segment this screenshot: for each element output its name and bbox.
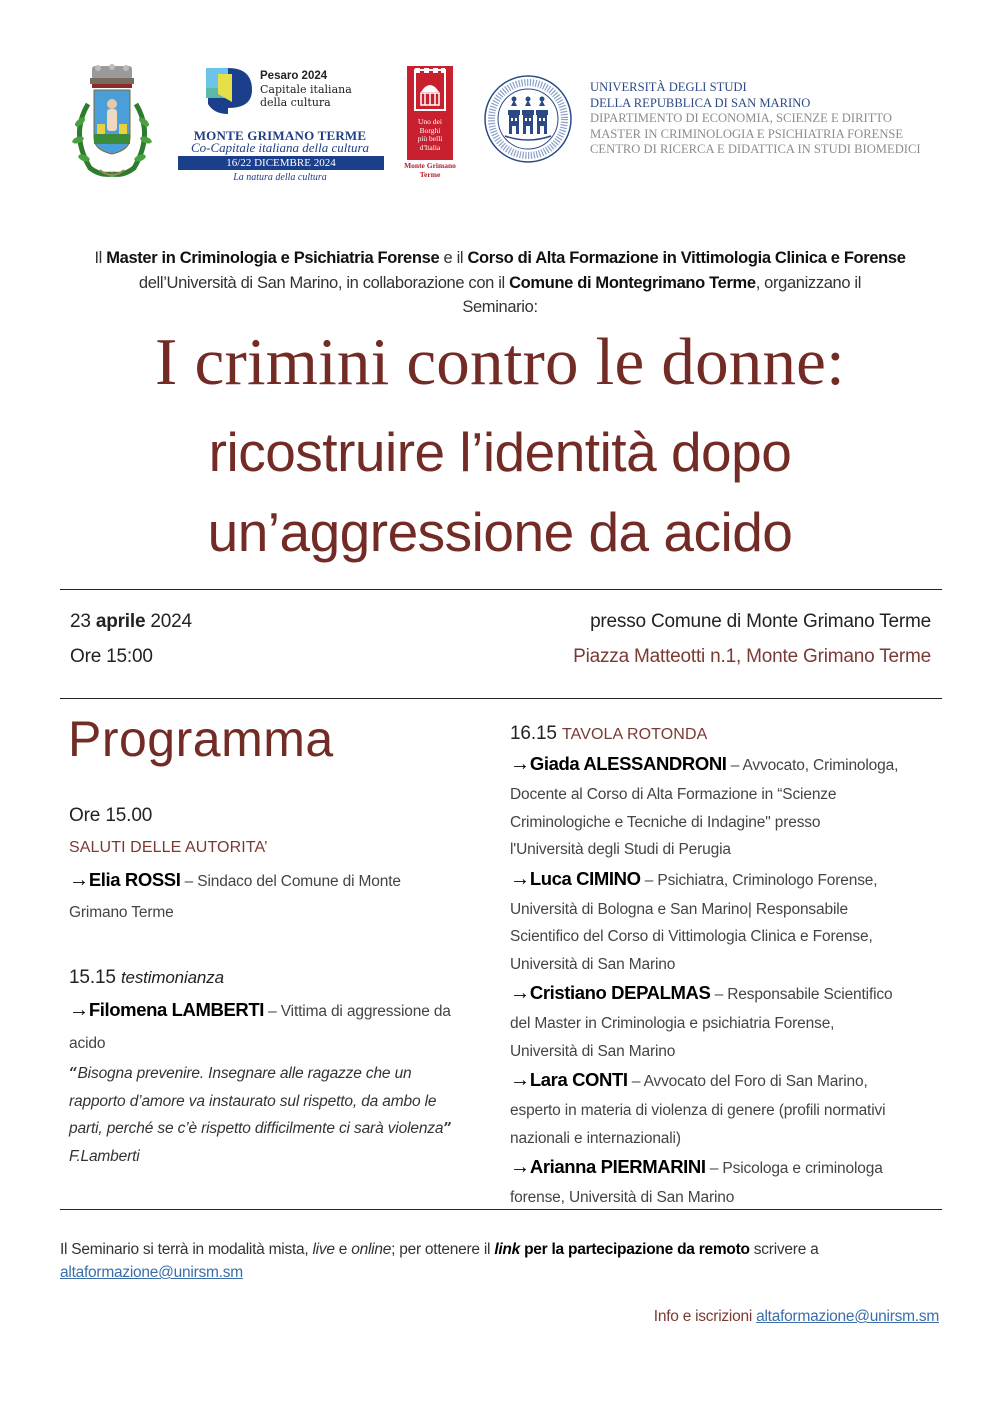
program-time — [69, 962, 489, 994]
date-year: 2024 — [145, 611, 192, 632]
speaker-role: nazionali e internazionali) — [510, 1129, 681, 1147]
close-quote: ” — [443, 1119, 452, 1137]
footer-live: live — [312, 1241, 335, 1258]
speaker-entry — [510, 978, 940, 1065]
intro-text: Il — [94, 249, 107, 267]
speaker-role: Università di Bologna e San Marino| Responsabile — [510, 900, 849, 918]
intro-master-name: Master in Criminologia e Psichiatria Forense — [106, 249, 440, 267]
arrow-right-icon: → — [510, 753, 530, 775]
borghi-town — [401, 162, 459, 179]
speaker-role: – Avvocato del Foro di San Marino, — [627, 1073, 868, 1090]
monte-grimano-label: MONTE GRIMANO TERME — [193, 128, 367, 143]
speaker-name: Giada ALESSANDRONI — [529, 753, 727, 774]
programma-heading: Programma — [68, 711, 334, 767]
info-line — [654, 1308, 939, 1326]
borghi-logo — [401, 66, 459, 182]
crest-icon — [60, 64, 164, 184]
borghi-town-line: Terme — [419, 169, 441, 179]
speaker-entry — [510, 1065, 940, 1152]
tower-icon — [407, 66, 453, 118]
speaker-entry — [510, 749, 940, 864]
program-time-value: 16.15 — [510, 723, 562, 744]
footer-note — [60, 1238, 940, 1284]
program-section-testimonianza: testimonianza — [120, 968, 224, 987]
comune-crest-logo — [60, 64, 164, 184]
footer-link-word: link — [494, 1241, 521, 1258]
intro-text: e il — [439, 249, 468, 267]
pesaro-subtitle-1: Capitale italiana — [260, 83, 352, 96]
footer-text: e — [334, 1241, 352, 1258]
speaker-role: Università di San Marino — [510, 1042, 676, 1060]
program-time — [510, 720, 940, 749]
info-label: Info e iscrizioni — [653, 1308, 757, 1325]
speaker-entry — [510, 1152, 940, 1212]
pesaro-text — [260, 70, 352, 109]
speaker-role: – Psichiatra, Criminologo Forense, — [640, 871, 878, 889]
department-line: DIPARTIMENTO DI ECONOMIA, SCIENZE E DIRITTO — [590, 111, 892, 125]
arrow-right-icon: → — [510, 1069, 530, 1091]
dates-banner: 16/22 DICEMBRE 2024 — [178, 156, 384, 170]
quote-line: Bisogna prevenire. Insegnare alle ragazze che un — [77, 1065, 412, 1082]
arrow-right-icon: → — [510, 867, 530, 890]
open-quote: “ — [69, 1064, 78, 1082]
event-date — [70, 611, 192, 633]
pesaro-2024-logo — [176, 66, 386, 186]
intro-seminario-label: Seminario: — [462, 298, 538, 316]
borghi-line: Uno dei — [418, 117, 442, 126]
borghi-line: più belli — [417, 134, 443, 143]
seminar-title: I crimini contro le donne: — [155, 325, 845, 399]
speaker-role: Scientifico del Corso di Vittimologia Clinica e Forense, — [510, 928, 873, 945]
speaker-role: Docente al Corso di Alta Formazione in “Scienze — [510, 786, 837, 803]
pesaro-title: Pesaro 2024 — [260, 70, 328, 82]
program-time-value: 15.15 — [69, 967, 121, 988]
intro-paragraph — [60, 246, 940, 320]
speaker-role: – Avvocato, Criminologa, — [726, 757, 899, 774]
subtitle-line-2: un’aggressione da acido — [207, 501, 793, 563]
intro-comune-name: Comune di Montegrimano Terme — [509, 273, 756, 292]
program-section-tavola: TAVOLA ROTONDA — [561, 726, 708, 743]
seminar-subtitle — [40, 412, 960, 572]
speaker-name: Arianna PIERMARINI — [529, 1156, 706, 1177]
seal-icon — [483, 74, 573, 164]
event-time: Ore 15:00 — [70, 646, 153, 667]
quote-line: parti, perché se c’è rispetto difficilmente ci sarà violenza — [69, 1120, 444, 1137]
university-name-2: DELLA REPUBBLICA DI SAN MARINO — [590, 95, 811, 110]
speaker-role: Università di San Marino — [510, 955, 676, 973]
speaker-role: forense, Università di San Marino — [510, 1189, 735, 1206]
program-section-saluti: SALUTI DELLE AUTORITA’ — [69, 839, 268, 856]
arrow-right-icon: → — [69, 869, 89, 891]
program-left-column — [69, 800, 489, 1170]
speaker-role: l'Università degli Studi di Perugia — [510, 841, 731, 858]
co-capitale-label: Co-Capitale italiana della cultura — [190, 140, 370, 155]
research-center-line: CENTRO DI RICERCA E DIDATTICA IN STUDI BIOMEDICI — [590, 142, 921, 156]
speaker-role: – Vittima di aggressione da — [263, 1003, 451, 1020]
speaker-name: Cristiano DEPALMAS — [529, 982, 711, 1003]
arrow-right-icon: → — [510, 1156, 530, 1178]
speaker-role: Criminologiche e Tecniche di Indagine" presso — [510, 813, 821, 831]
speaker-role: – Sindaco del Comune di Monte — [180, 873, 401, 890]
footer-remote: per la partecipazione da remoto — [520, 1241, 750, 1258]
speaker-entry — [69, 994, 489, 1060]
date-month: aprile — [95, 611, 146, 632]
speaker-name: Filomena LAMBERTI — [88, 999, 264, 1020]
arrow-right-icon: → — [510, 982, 530, 1004]
borghi-line: d'Italia — [419, 142, 441, 152]
divider — [60, 1209, 942, 1210]
borghi-line: Borghi — [419, 125, 441, 135]
university-name-1: UNIVERSITÀ DEGLI STUDI — [590, 80, 747, 94]
university-seal — [483, 74, 573, 164]
speaker-role: – Psicologa e criminologa — [705, 1160, 883, 1177]
testimony-quote — [69, 1060, 489, 1170]
quote-line: rapporto d’amore va instaurato sul rispetto, da ambo le — [69, 1092, 437, 1110]
pesaro-subtitle-2: della cultura — [260, 96, 331, 109]
quote-author: F.Lamberti — [69, 1147, 140, 1165]
program-time: Ore 15.00 — [69, 805, 153, 826]
divider — [60, 589, 942, 590]
master-line: MASTER IN CRIMINOLOGIA E PSICHIATRIA FORENSE — [590, 126, 904, 141]
borghi-text — [407, 118, 453, 152]
speaker-entry — [510, 864, 940, 979]
event-address: Piazza Matteotti n.1, Monte Grimano Terme — [573, 646, 931, 667]
speaker-role: – Responsabile Scientifico — [710, 986, 893, 1003]
footer-text: Il Seminario si terrà in modalità mista, — [60, 1241, 313, 1258]
arrow-right-icon: → — [69, 999, 89, 1021]
speaker-list — [510, 749, 940, 1212]
speaker-role: acido — [69, 1035, 106, 1052]
intro-text: dell’Università di San Marino, in collaborazione con il — [138, 273, 510, 292]
intro-course-name: Corso di Alta Formazione in Vittimologia Clinica e Forense — [467, 249, 906, 267]
speaker-name: Lara CONTI — [529, 1069, 628, 1090]
info-email-link[interactable]: altaformazione@unirsm.sm — [756, 1308, 939, 1325]
pesaro-mark-icon — [206, 68, 252, 114]
motto-label: La natura della cultura — [233, 172, 327, 183]
event-venue: presso Comune di Monte Grimano Terme — [590, 611, 931, 632]
speaker-entry — [69, 864, 489, 928]
speaker-name: Elia ROSSI — [88, 869, 181, 890]
divider — [60, 698, 942, 699]
footer-online: online — [351, 1241, 392, 1258]
subtitle-line-1: ricostruire l’identità dopo — [208, 421, 792, 483]
program-right-column — [510, 720, 940, 1212]
footer-email-link[interactable]: altaformazione@unirsm.sm — [60, 1264, 243, 1281]
speaker-role: Grimano Terme — [69, 904, 174, 921]
footer-text: scrivere a — [749, 1241, 819, 1258]
intro-text: , organizzano il — [755, 273, 862, 292]
speaker-role: del Master in Criminologia e psichiatria Forense, — [510, 1015, 835, 1032]
date-day: 23 — [70, 611, 96, 632]
speaker-role: esperto in materia di violenza di genere (profili normativi — [510, 1102, 886, 1119]
borghi-town-line: Monte Grimano — [404, 161, 456, 170]
footer-text: ; per ottenere il — [391, 1241, 495, 1258]
speaker-name: Luca CIMINO — [529, 867, 641, 889]
university-header — [590, 80, 921, 158]
